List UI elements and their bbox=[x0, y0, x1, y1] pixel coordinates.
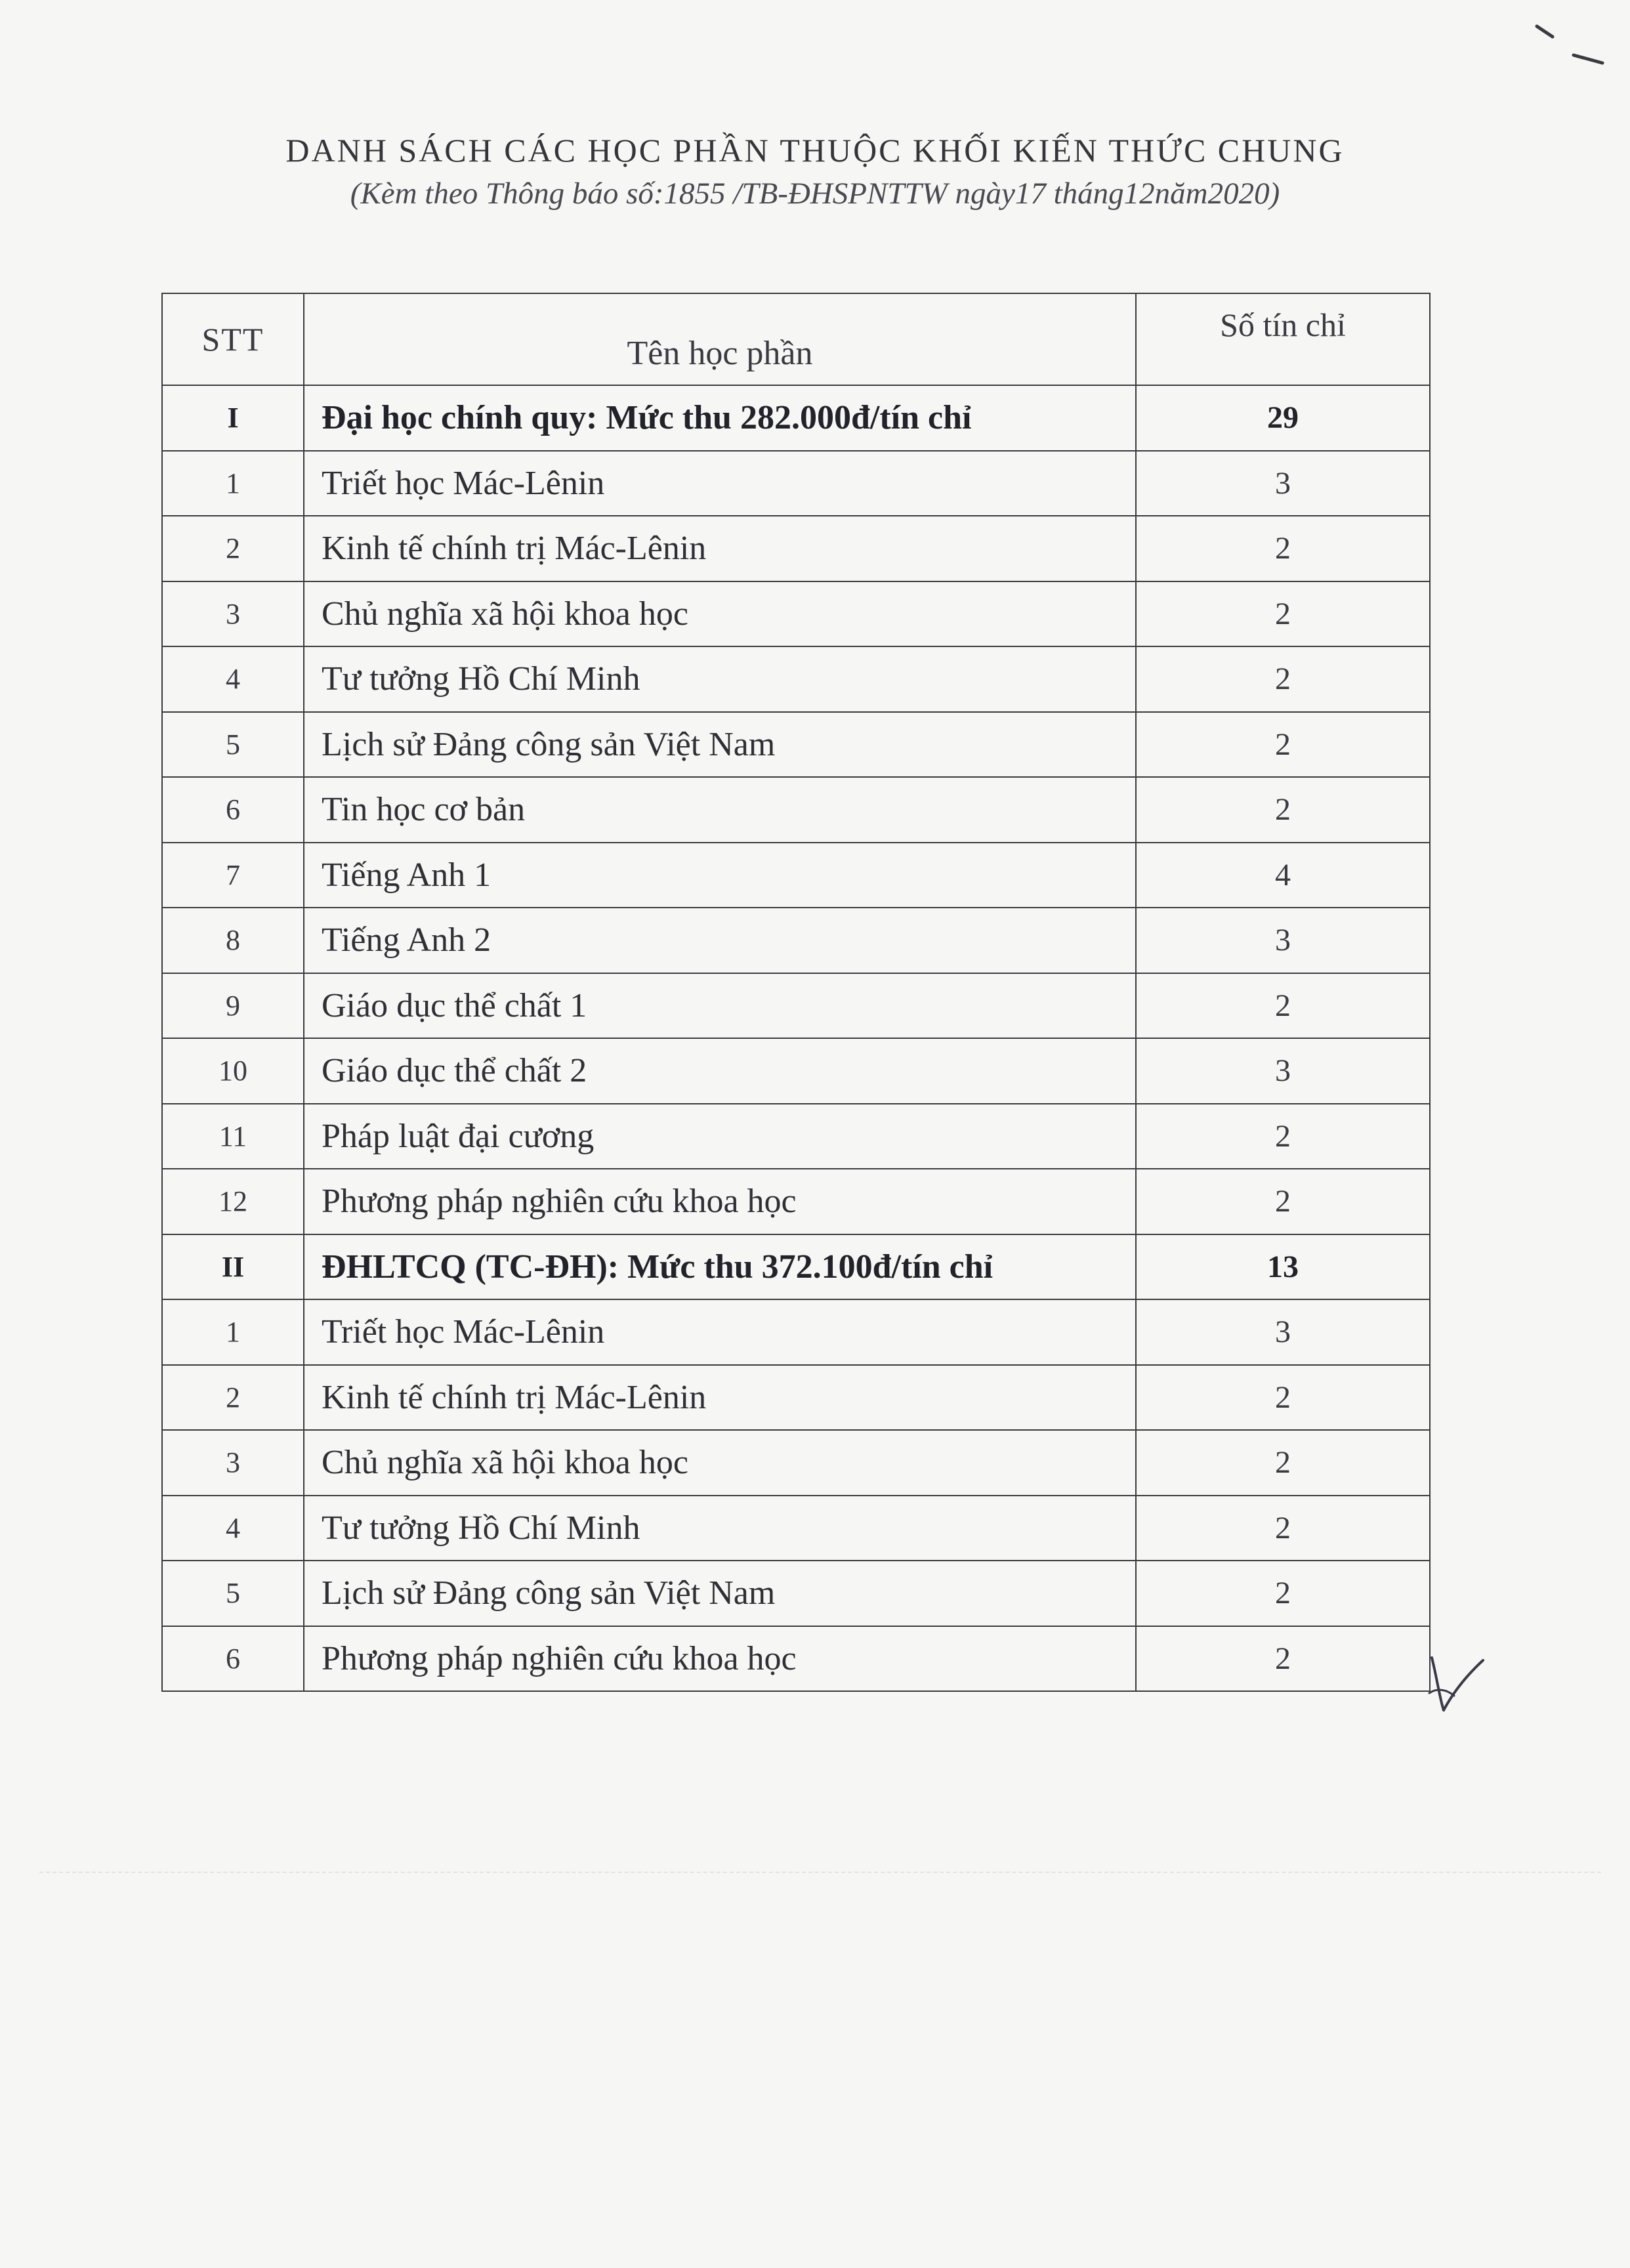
cell-course-name: Đại học chính quy: Mức thu 282.000đ/tín chỉ bbox=[304, 385, 1136, 451]
cell-credits: 2 bbox=[1136, 646, 1430, 712]
table-row bbox=[162, 581, 1430, 647]
cell-course-name: Giáo dục thể chất 2 bbox=[304, 1038, 1136, 1104]
cell-course-name: Tin học cơ bản bbox=[304, 777, 1136, 843]
cell-course-name: Chủ nghĩa xã hội khoa học bbox=[304, 1430, 1136, 1496]
cell-course-name: Kinh tế chính trị Mác-Lênin bbox=[304, 1365, 1136, 1431]
scan-artifact-line bbox=[39, 1872, 1601, 1873]
course-table bbox=[161, 293, 1431, 1692]
cell-course-name: Chủ nghĩa xã hội khoa học bbox=[304, 581, 1136, 647]
cell-stt: 2 bbox=[162, 516, 304, 581]
cell-course-name: Phương pháp nghiên cứu khoa học bbox=[304, 1169, 1136, 1234]
cell-stt: 6 bbox=[162, 1626, 304, 1692]
cell-course-name: Lịch sử Đảng công sản Việt Nam bbox=[304, 712, 1136, 778]
cell-credits: 3 bbox=[1136, 1038, 1430, 1104]
cell-stt: 10 bbox=[162, 1038, 304, 1104]
table-row bbox=[162, 1496, 1430, 1561]
section-row bbox=[162, 385, 1430, 451]
cell-course-name: Tiếng Anh 1 bbox=[304, 843, 1136, 908]
cell-stt: 5 bbox=[162, 712, 304, 778]
cell-course-name: Tư tưởng Hồ Chí Minh bbox=[304, 646, 1136, 712]
cell-credits: 2 bbox=[1136, 973, 1430, 1039]
cell-credits: 2 bbox=[1136, 1496, 1430, 1561]
section-row bbox=[162, 1234, 1430, 1300]
cell-stt: 11 bbox=[162, 1104, 304, 1169]
cell-credits: 3 bbox=[1136, 908, 1430, 973]
cell-credits: 2 bbox=[1136, 1430, 1430, 1496]
cell-stt: 4 bbox=[162, 646, 304, 712]
cell-course-name: Tiếng Anh 2 bbox=[304, 908, 1136, 973]
cell-credits: 2 bbox=[1136, 1626, 1430, 1692]
table-row bbox=[162, 1104, 1430, 1169]
signature-initial-icon bbox=[1417, 1646, 1490, 1718]
table-row bbox=[162, 908, 1430, 973]
cell-credits: 2 bbox=[1136, 581, 1430, 647]
cell-credits: 4 bbox=[1136, 843, 1430, 908]
header-course-name: Tên học phần bbox=[304, 293, 1136, 385]
table-row bbox=[162, 712, 1430, 778]
cell-stt: 6 bbox=[162, 777, 304, 843]
cell-stt: 1 bbox=[162, 451, 304, 516]
table-body bbox=[162, 385, 1430, 1691]
pen-stroke-icon bbox=[1534, 22, 1606, 68]
cell-stt: 9 bbox=[162, 973, 304, 1039]
cell-stt: 12 bbox=[162, 1169, 304, 1234]
cell-credits: 2 bbox=[1136, 1365, 1430, 1431]
table-row bbox=[162, 646, 1430, 712]
header-stt: STT bbox=[162, 293, 304, 385]
cell-stt: 1 bbox=[162, 1299, 304, 1365]
cell-stt: 3 bbox=[162, 1430, 304, 1496]
page-subtitle: (Kèm theo Thông báo số:1855 /TB-ĐHSPNTTW ngày17 tháng12năm2020) bbox=[350, 177, 1280, 211]
cell-course-name: Triết học Mác-Lênin bbox=[304, 1299, 1136, 1365]
cell-credits: 2 bbox=[1136, 712, 1430, 778]
page-title: DANH SÁCH CÁC HỌC PHẦN THUỘC KHỐI KIẾN THỨC CHUNG bbox=[285, 132, 1345, 169]
table-row bbox=[162, 1561, 1430, 1626]
table-row bbox=[162, 973, 1430, 1039]
cell-stt: 5 bbox=[162, 1561, 304, 1626]
cell-course-name: Pháp luật đại cương bbox=[304, 1104, 1136, 1169]
cell-course-name: Giáo dục thể chất 1 bbox=[304, 973, 1136, 1039]
cell-credits: 3 bbox=[1136, 451, 1430, 516]
cell-course-name: Kinh tế chính trị Mác-Lênin bbox=[304, 516, 1136, 581]
cell-credits: 29 bbox=[1136, 385, 1430, 451]
cell-stt: II bbox=[162, 1234, 304, 1300]
table-row bbox=[162, 1169, 1430, 1234]
table-row bbox=[162, 516, 1430, 581]
cell-credits: 2 bbox=[1136, 516, 1430, 581]
cell-course-name: Lịch sử Đảng công sản Việt Nam bbox=[304, 1561, 1136, 1626]
cell-stt: 2 bbox=[162, 1365, 304, 1431]
cell-credits: 2 bbox=[1136, 777, 1430, 843]
cell-course-name: ĐHLTCQ (TC-ĐH): Mức thu 372.100đ/tín chỉ bbox=[304, 1234, 1136, 1300]
cell-course-name: Tư tưởng Hồ Chí Minh bbox=[304, 1496, 1136, 1561]
cell-credits: 3 bbox=[1136, 1299, 1430, 1365]
table-row bbox=[162, 1430, 1430, 1496]
cell-course-name: Phương pháp nghiên cứu khoa học bbox=[304, 1626, 1136, 1692]
table-row bbox=[162, 1038, 1430, 1104]
cell-stt: 4 bbox=[162, 1496, 304, 1561]
cell-credits: 2 bbox=[1136, 1104, 1430, 1169]
table-row bbox=[162, 843, 1430, 908]
table-row bbox=[162, 451, 1430, 516]
cell-stt: 8 bbox=[162, 908, 304, 973]
cell-stt: 7 bbox=[162, 843, 304, 908]
cell-credits: 2 bbox=[1136, 1561, 1430, 1626]
cell-credits: 2 bbox=[1136, 1169, 1430, 1234]
header-credits: Số tín chỉ bbox=[1136, 293, 1430, 385]
cell-course-name: Triết học Mác-Lênin bbox=[304, 451, 1136, 516]
cell-stt: I bbox=[162, 385, 304, 451]
table-row bbox=[162, 1299, 1430, 1365]
table-row bbox=[162, 777, 1430, 843]
cell-credits: 13 bbox=[1136, 1234, 1430, 1300]
table-row bbox=[162, 1626, 1430, 1692]
table-header-row bbox=[162, 293, 1430, 385]
table-row bbox=[162, 1365, 1430, 1431]
cell-stt: 3 bbox=[162, 581, 304, 647]
